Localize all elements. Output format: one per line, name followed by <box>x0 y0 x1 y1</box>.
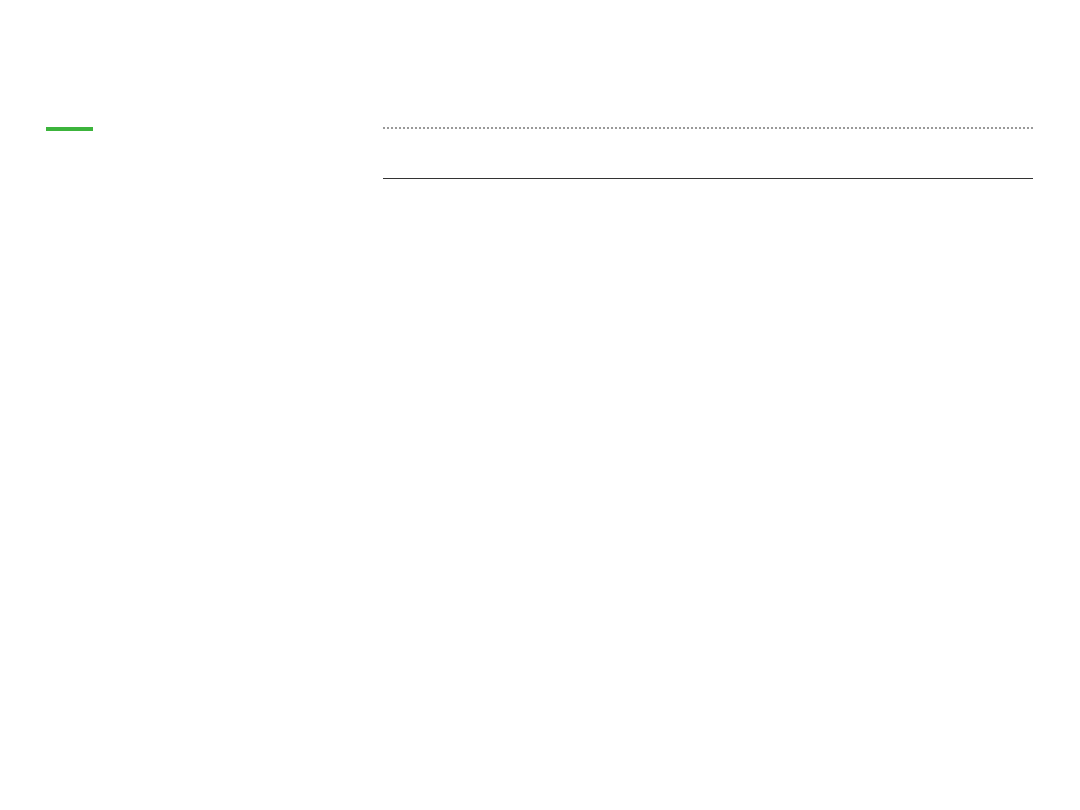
legend-swatch <box>412 693 423 704</box>
legend-swatch <box>383 693 394 704</box>
legend-1 <box>383 693 441 704</box>
legend-swatch <box>719 693 730 704</box>
legend-2 <box>719 693 777 704</box>
legend-swatch <box>748 693 759 704</box>
